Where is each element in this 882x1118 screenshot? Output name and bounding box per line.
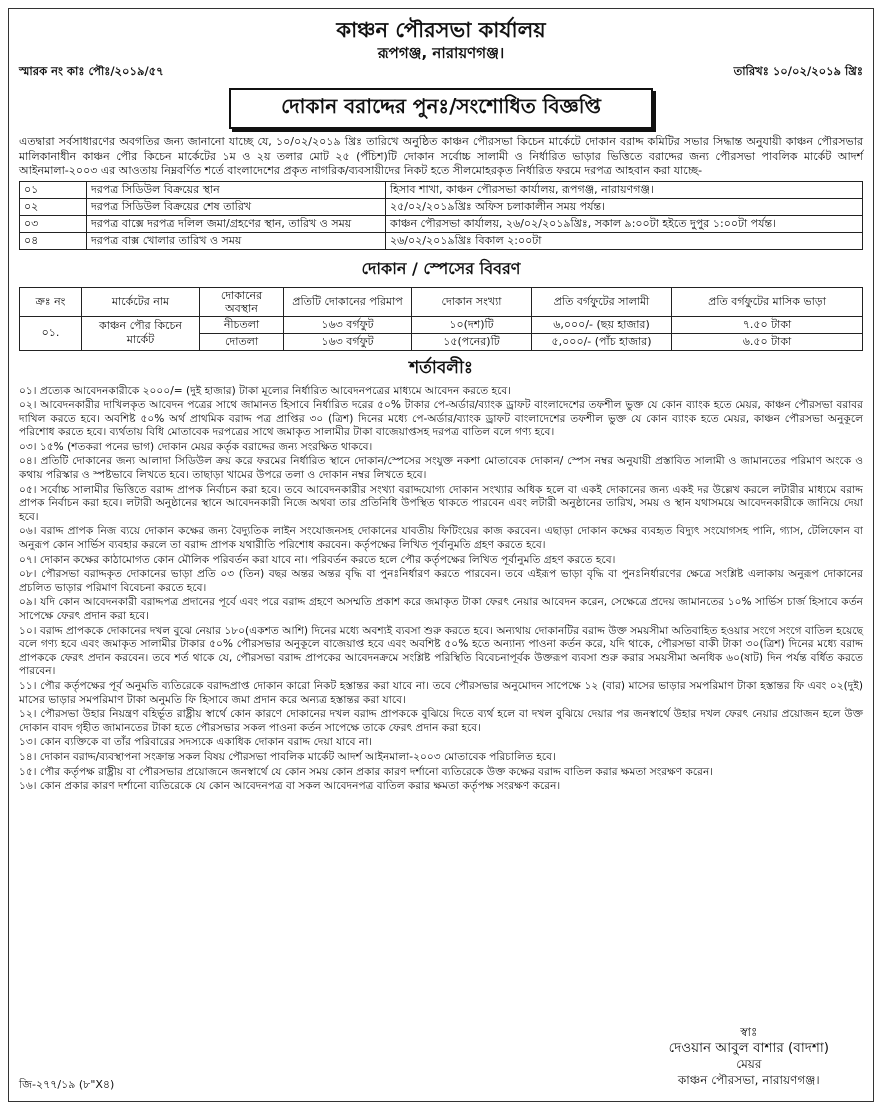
office-location: রূপগঞ্জ, নারায়ণগঞ্জ।	[377, 44, 505, 62]
schedule-row	[20, 232, 863, 249]
notice-page	[8, 8, 874, 1102]
term-item: ১২। পৌরসভা উহার নিয়ন্ত্রণ বহির্ভূত রাষ্ট্রীয় স্বার্থে কোন কারণে দোকানের দখল বরাদ্দ প্রাপককে বুঝিয়ে দিতে ব্যর্থ হলে বা দখল বুঝিয়ে দেয়ার পর জনস্বার্থে উহার দখল ফেরৎ নেয়ার প্রয়োজন হলে উক্ত দোকান বাবদ গৃহীত জামানতের টাকা হতে পৌরসভার সকল পাওনা কর্তন সাপেক্ষে তাকে ফেরৎ প্রদান করা হবে।	[19, 708, 863, 734]
header-position: দোকানের অবস্থান	[200, 287, 284, 316]
term-item: ০৮। পৌরসভা বরাদ্দকৃত দোকানের ভাড়া প্রতি ০৩ (তিন) বছর অন্তর অন্তর বৃদ্ধি বা পুনঃনির্ধারণ করতে পারবেন। তবে এইরূপ ভাড়া বৃদ্ধি বা পুনঃনির্ধারণের ক্ষেত্রে সংশ্লিষ্ট এলাকায় অনুরূপ দোকানের প্রচলিত ভাড়ার পরিমাণ বিবেচনা করতে হবে।	[19, 568, 863, 594]
table-row	[20, 316, 863, 333]
signatory-name: দেওয়ান আবুল বাশার (বাদশা)	[668, 1040, 829, 1056]
intro-paragraph: এতদ্বারা সর্বসাধারণের অবগতির জন্য জানানো যাচ্ছে যে, ১০/০২/২০১৯ খ্রিঃ তারিখে অনুষ্ঠিত কাঞ্চন পৌরসভা কিচেন মার্কেটে দোকান বরাদ্দ কমিটির সভার সিদ্ধান্ত অনুযায়ী কাঞ্চন পৌরসভার মালিকানাধীন কাঞ্চন পৌর কিচেন মার্কেটের ১ম ও ২য় তলার মোট ২৫ (পঁচিশ)টি দোকান সর্বোচ্চ সালামী ও নির্ধারিত ভাড়ার ভিত্তিতে বরাদ্দের জন্য পৌরসভা পাবলিক মার্কেট আদর্শ আইনমালা-২০০৩ এর আওতায় নিম্নবর্ণিত শর্তে বাংলাদেশের প্রকৃত নাগরিক/ব্যবসায়ীদের নিকট হতে সীলমোহরকৃত নির্ধারিত ফরমে দরপত্র আহবান করা যাচ্ছে-	[19, 135, 863, 177]
term-item: ১১। পৌর কর্তৃপক্ষের পূর্ব অনুমতি ব্যতিরেকে বরাদ্দপ্রাপ্ত দোকান কারো নিকট হস্তান্তর করা যাবে না। তবে পৌরসভার অনুমোদন সাপেক্ষে ১২ (বার) মাসের ভাড়ার সমপরিমাণ টাকা হস্তান্তর ফি এবং ০২(দুই) মাসের ভাড়ার সমপরিমাণ টাকা অনুমতি ফি হিসাবে জমা প্রদান করে অন্যত্র হস্তান্তর করা যাবে।	[19, 679, 863, 706]
term-item: ০৪। প্রতিটি দোকানের জন্য আলাদা সিডিউল ক্রয় করে ফরমের নির্ধারিত স্থানে দোকান/স্পেসের সংযুক্ত নকশা মোতাবেক দোকান/ স্পেস নম্বর অনুযায়ী প্রস্তাবিত সালামী ও জামানতের পরিমাণ অংকে ও কথায় পরিস্কার ও স্পষ্টভাবে লিখতে হবে। তাছাড়া খামের উপরে তলা ও দোকান নম্বর লিখতে হবে।	[19, 455, 863, 482]
rent-cell: ৬.৫০ টাকা	[672, 333, 863, 350]
shop-table	[19, 287, 863, 351]
term-item: ০২। আবেদনকারীর দাখিলকৃত আবেদন পত্রের সাথে জামানত হিসাবে নির্ধারিত দরের ৫০% টাকার পে-অর্ডার/ব্যাংক ড্রাফট বাংলাদেশের তফশীল ভুক্ত যে কোন ব্যাংক হতে মেয়র, কাঞ্চন পৌরসভা বরাবর দাখিল করতে হবে। অবশিষ্ট ৫০% অর্থ প্রাথমিক বরাদ্দ পত্র প্রাপ্তির ৩০ (ত্রিশ) দিনের মধ্যে পে-অর্ডার/ব্যাংক ড্রাফট বাংলাদেশের তফশীল ভুক্ত যে কোন ব্যাংক হতে মেয়র, কাঞ্চন পৌরসভা অনুকূলে পরিশোধ করতে হবে। ব্যর্থতায় বিধি মোতাবেক দরপত্রের সাথে জমাকৃত সালামীর টাকা বাজেয়াপ্তসহ দরপত্র বাতিল বলে গণ্য হবে।	[19, 399, 863, 439]
position-cell: দোতলা	[200, 333, 284, 350]
term-item: ০৫। সর্বোচ্চ সালামীর ভিত্তিতে বরাদ্দ প্রাপক নির্বাচন করা হবে। তবে আবেদনকারীর সংখ্যা বরাদ্দযোগ্য দোকান সংখ্যার অধিক হলে বা একই দোকানের জন্য একই দর উল্লেখ করলে লটারীর মাধ্যমে বরাদ্দ প্রাপক নির্বাচন করা হবে। লটারী অনুষ্ঠানের স্থানে আবেদনকারী নিজে অথবা তার প্রতিনিধি উপস্থিত থাকতে পারবেন এবং লটারী অনুষ্ঠানের তারিখ, সময় ও স্থান যথাসময়ে আবেদনকারীকে জানিয়ে দেয়া হবে।	[19, 483, 863, 523]
schedule-no: ০১	[20, 181, 87, 198]
term-item: ০৭। দোকান কক্ষের কাঠামোগত কোন মৌলিক পরিবর্তন করা যাবে না। পরিবর্তন করতে হলে পৌর কর্তৃপক্ষের লিখিত পূর্বানুমতি গ্রহণ করতে হবে।	[19, 553, 616, 566]
schedule-row	[20, 198, 863, 215]
signature-block	[669, 1024, 829, 1088]
term-item: ১৩। কোন ব্যক্তিকে বা তাঁর পরিবারের সদস্যকে একাধিক দোকান বরাদ্দ দেয়া যাবে না।	[19, 736, 373, 749]
term-item: ১০। বরাদ্দ প্রাপককে দোকানের দখল বুঝে নেয়ার ১৮০(একশত আশি) দিনের মধ্যে অবশ্যই ব্যবসা শুরু করতে হবে। অন্যথায় দোকানটির বরাদ্দ উক্ত সময়সীমা অতিবাহিত হওয়ার সংগে সংগে বাতিল হয়েছে বলে গণ্য হবে এবং জমাকৃত সালামীর টাকার ৫০% পৌরসভার অনুকূলে বাজেয়াপ্ত হবে এবং অবশিষ্ট ৫০% হতে অন্যান্য পাওনা কর্তন করে, যদি থাকে, পৌরসভা বাকী টাকা ৩০(ত্রিশ) দিনের মধ্যে বরাদ্দ প্রাপককে ফেরৎ প্রদান করবেন। তবে শর্ত থাকে যে, পৌরসভা বরাদ্দ প্রাপকের আবেদনক্রমে সংশ্লিষ্ট পরিস্থিতি বিবেচনাপূর্বক উক্তরূপ ব্যবসা শুরু করার সময়সীমা অনধিক ৬০(ষাট) দিন পর্যন্ত বর্ধিত করতে পারবেন।	[19, 624, 864, 678]
schedule-no: ০৩	[20, 215, 87, 232]
schedule-value: কাঞ্চন পৌরসভা কার্যালয়, ২৬/০২/২০১৯খ্রিঃ, সকাল ৯:০০টা হইতে দুপুর ১:০০টা পর্যন্ত।	[386, 215, 863, 232]
header-salami: প্রতি বর্গফুটের সালামী	[532, 287, 672, 316]
schedule-value: ২৫/০২/২০১৯খ্রিঃ অফিস চলাকালীন সময় পর্যন্ত।	[386, 198, 863, 215]
notice-title: দোকান বরাদ্দের পুনঃ/সংশোধিত বিজ্ঞপ্তি	[229, 88, 653, 129]
term-item: ১৫। পৌর কর্তৃপক্ষ রাষ্ট্রীয় বা পৌরসভার প্রয়োজনে জনস্বার্থে যে কোন সময় কোন প্রকার কারণ দর্শানো ব্যতিরেকে উক্ত কক্ষের বরাদ্দ বাতিল করার ক্ষমতা সংরক্ষণ করেন।	[19, 765, 714, 778]
count-cell: ১০(দশ)টি	[412, 316, 532, 333]
schedule-table	[19, 181, 863, 250]
term-item: ০৯। যদি কোন আবেদনকারী বরাদ্দপত্র প্রদানের পূর্বে এবং পরে বরাদ্দ গ্রহণে অসম্মতি প্রকাশ করে জমাকৃত টাকা ফেরৎ নেয়ার আবেদন করেন, সেক্ষেত্রে প্রদেয় জামানতের ১০% সার্ভিস চার্জ হিসাবে কর্তন সাপেক্ষে ফেরৎ প্রদান করা হবে।	[19, 596, 863, 622]
schedule-value: হিসাব শাখা, কাঞ্চন পৌরসভা কার্যালয়, রূপগঞ্জ, নারায়ণগঞ্জ।	[386, 181, 863, 198]
term-item: ০৩। ১৫% (শতকরা পনের ভাগ) দোকান মেয়র কর্তৃক বরাদ্দের জন্য সংরক্ষিত থাকবে।	[19, 440, 373, 453]
term-item: ০১। প্রত্যেক আবেদনকারীকে ২০০০/= (দুই হাজার) টাকা মূল্যের নির্ধারিত আবেদনপত্রের মাধ্যমে আবেদন করতে হবে।	[19, 384, 512, 397]
serial-cell: ০১.	[20, 316, 82, 350]
memo-number: স্মারক নং কাঃ পৌঃ/২০১৯/৫৭	[19, 64, 164, 78]
reference-row	[19, 63, 863, 82]
schedule-row	[20, 181, 863, 198]
terms-list	[19, 385, 863, 794]
schedule-value: ২৬/০২/২০১৯খ্রিঃ বিকাল ২:০০টা	[386, 232, 863, 249]
footer-code: জি-২৭৭/১৯ (৮"X৪)	[19, 1078, 115, 1091]
schedule-item: দরপত্র সিডিউল বিক্রয়ের স্থান	[87, 181, 386, 198]
header-count: দোকান সংখ্যা	[412, 287, 532, 316]
term-item: ০৬। বরাদ্দ প্রাপক নিজ ব্যয়ে দোকান কক্ষের জন্য বৈদ্যুতিক লাইন সংযোজনসহ দোকানের যাবতীয় ফিটিংয়ের কাজ করবেন। এছাড়া দোকান কক্ষের ব্যবহৃত বিদ্যুৎ সংযোগসহ পানি, গ্যাস, টেলিফোন বা অনুরূপ কোন সার্ভিস ব্যবহার করলে তা বরাদ্দ প্রাপক যথারীতি পরিশোধ করবেন। কর্তৃপক্ষের লিখিত পূর্বানুমতি গ্রহণ করতে হবে।	[19, 525, 863, 552]
size-cell: ১৬৩ বর্গফুট	[284, 333, 412, 350]
notice-date: তারিখঃ ১০/০২/২০১৯ খ্রিঃ	[733, 64, 863, 78]
market-cell: কাঞ্চন পৌর কিচেন মার্কেট	[82, 316, 200, 350]
schedule-item: দরপত্র বাক্সে দরপত্র দলিল জমা/গ্রহণের স্থান, তারিখ ও সময়	[87, 215, 386, 232]
rent-cell: ৭.৫০ টাকা	[672, 316, 863, 333]
terms-title: শর্তাবলীঃ	[409, 357, 473, 378]
schedule-item: দরপত্র বাক্স খোলার তারিখ ও সময়	[87, 232, 386, 249]
salami-cell: ৬,০০০/- (ছয় হাজার)	[532, 316, 672, 333]
salami-cell: ৫,০০০/- (পাঁচ হাজার)	[532, 333, 672, 350]
sign-label: স্বাঃ	[740, 1025, 758, 1039]
signatory-office: কাঞ্চন পৌরসভা, নারায়ণগঞ্জ।	[677, 1073, 820, 1087]
schedule-item: দরপত্র সিডিউল বিক্রয়ের শেষ তারিখ	[87, 198, 386, 215]
schedule-no: ০২	[20, 198, 87, 215]
header-size: প্রতিটি দোকানের পরিমাপ	[284, 287, 412, 316]
header-rent: প্রতি বর্গফুটের মাসিক ভাড়া	[672, 287, 863, 316]
term-item: ১৪। দোকান বরাদ্দ/ব্যবস্থাপনা সংক্রান্ত সকল বিষয় পৌরসভা পাবলিক মার্কেট আদর্শ আইনমালা-২০০৩ মোতাবেক পরিচালিত হবে।	[19, 750, 556, 763]
count-cell: ১৫(পনের)টি	[412, 333, 532, 350]
shop-section-title: দোকান / স্পেসের বিবরণ	[361, 258, 521, 278]
schedule-no: ০৪	[20, 232, 87, 249]
header-market: মার্কেটের নাম	[82, 287, 200, 316]
schedule-row	[20, 215, 863, 232]
office-name: কাঞ্চন পৌরসভা কার্যালয়	[336, 18, 546, 42]
position-cell: নীচতলা	[200, 316, 284, 333]
size-cell: ১৬৩ বর্গফুট	[284, 316, 412, 333]
header-serial: ক্রঃ নং	[20, 287, 82, 316]
term-item: ১৬। কোন প্রকার কারণ দর্শানো ব্যতিরেকে যে কোন আবেদনপত্র বা সকল আবেদনপত্র বাতিল করার ক্ষমতা কর্তৃপক্ষ সংরক্ষণ করেন।	[19, 780, 561, 793]
signatory-designation: মেয়র	[736, 1057, 762, 1071]
